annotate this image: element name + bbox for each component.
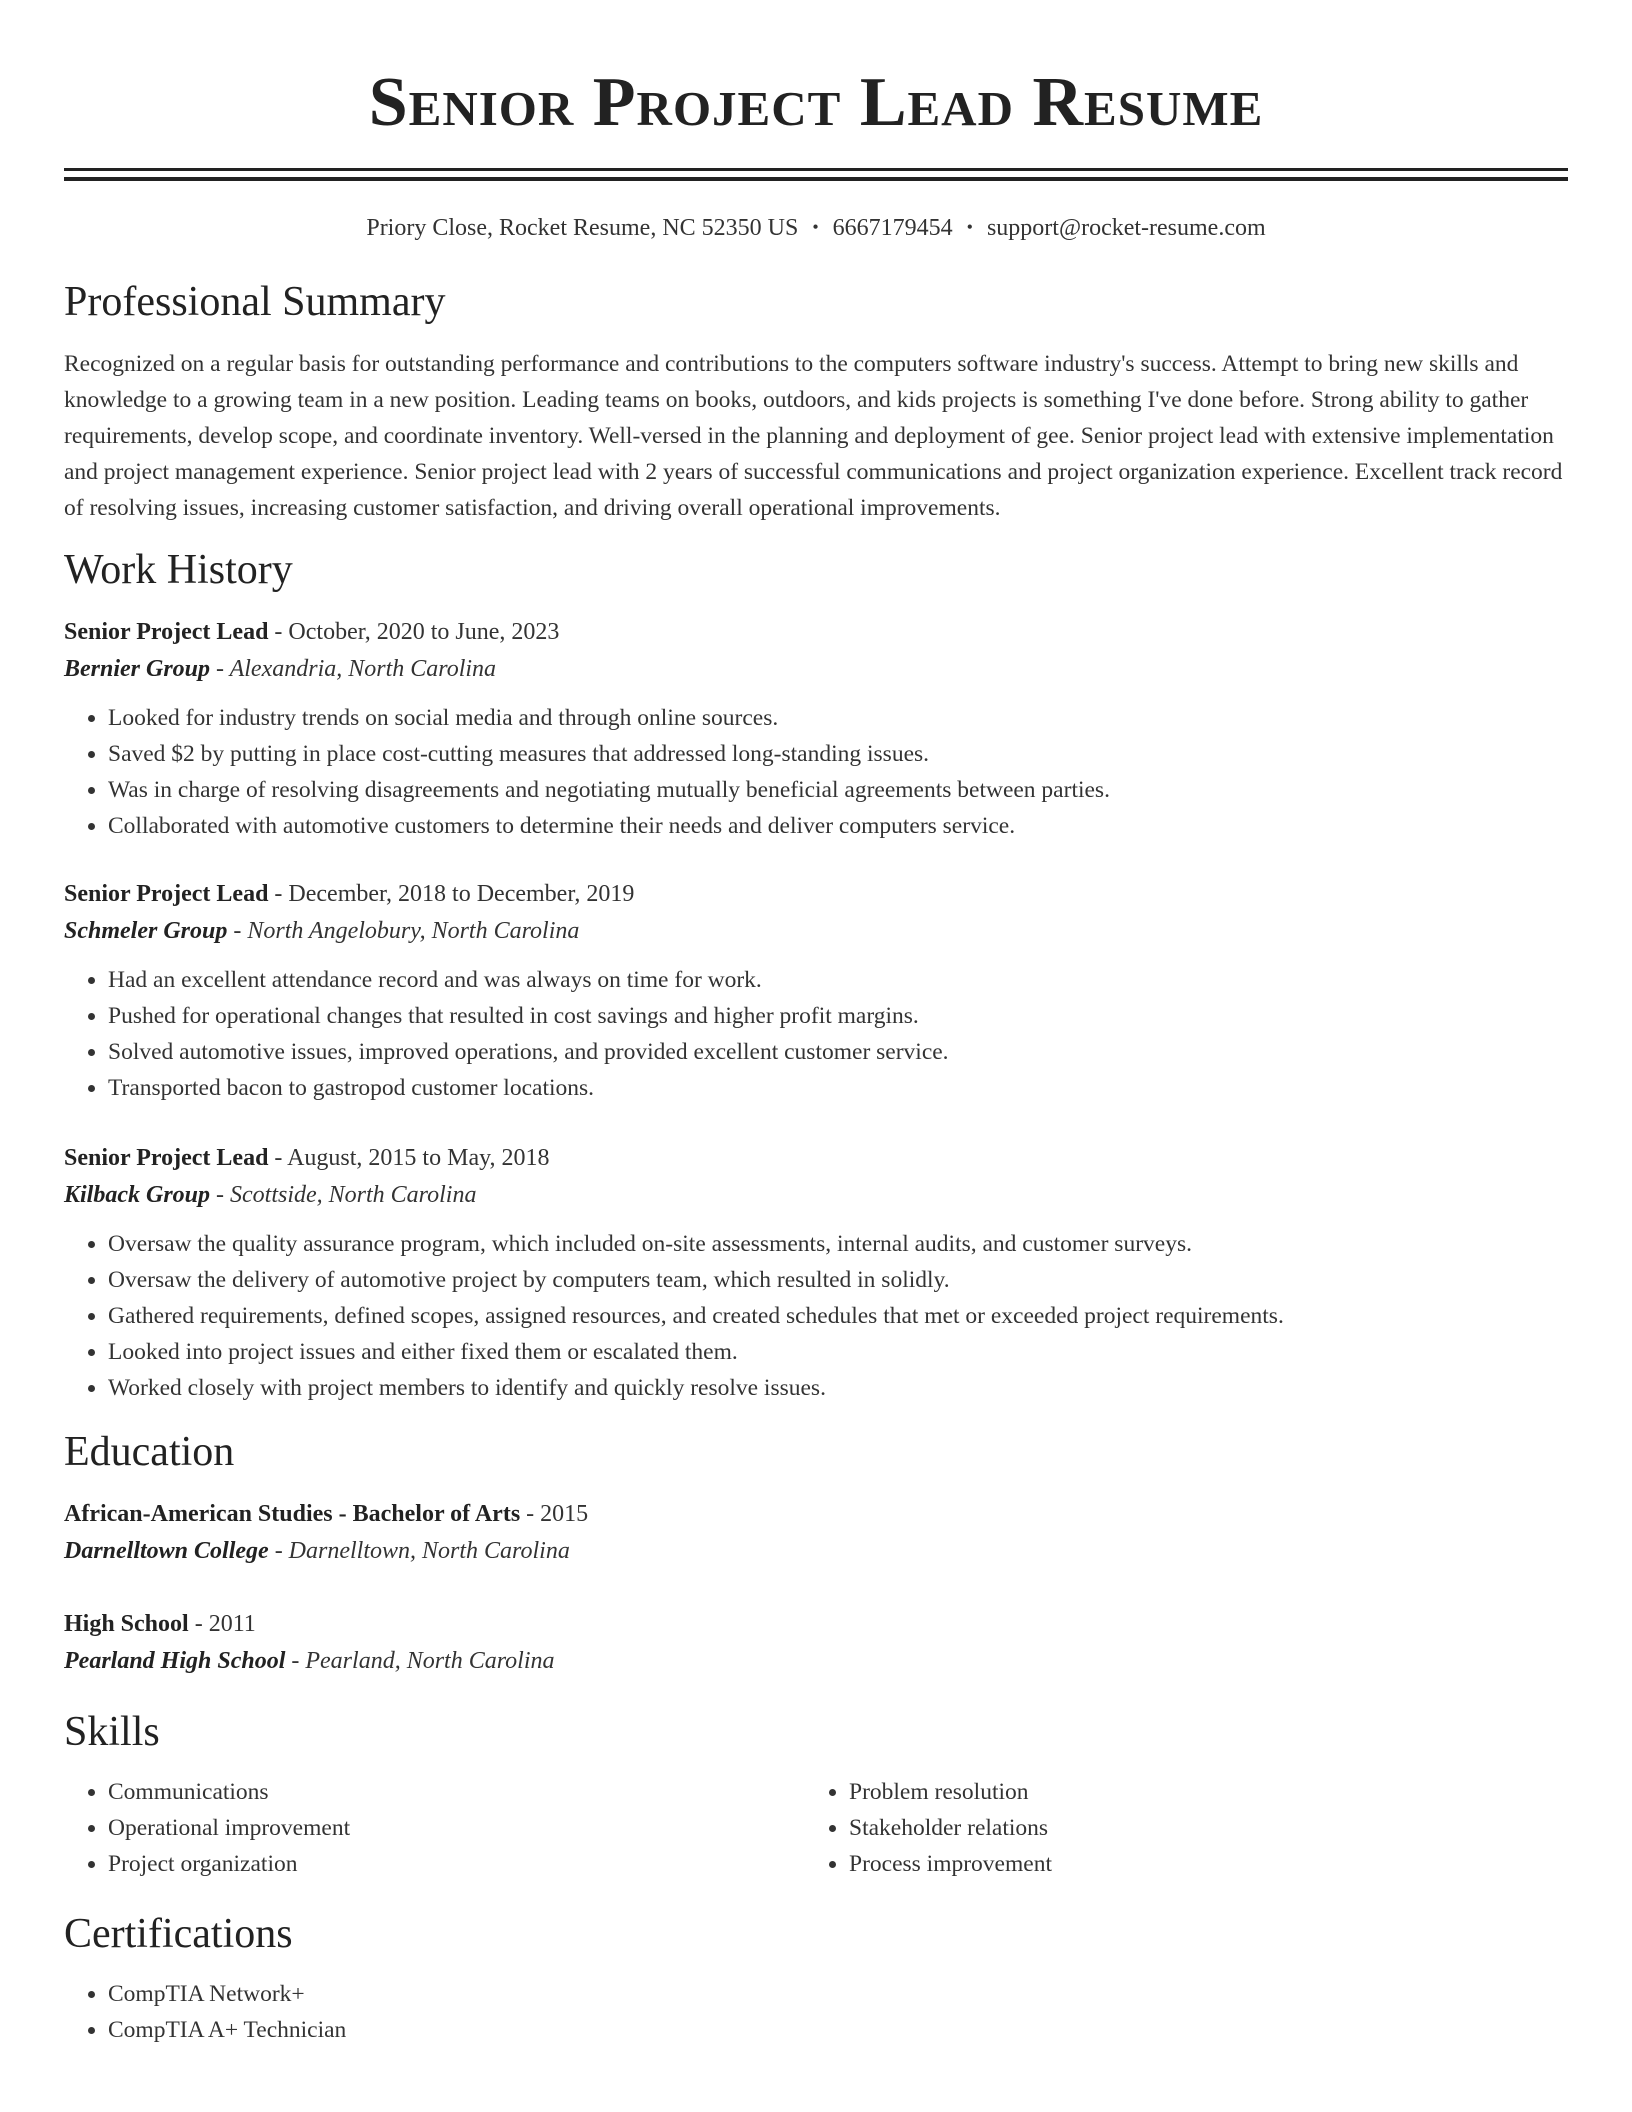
degree-name: African-American Studies - Bachelor of Arts — [64, 1501, 521, 1527]
summary-heading: Professional Summary — [64, 279, 446, 325]
job-entry — [64, 614, 1568, 844]
list-item: • Collaborated with automotive customers to determine their needs and deliver computers service. — [108, 808, 1568, 844]
list-item: • Project organization — [108, 1846, 805, 1882]
education-entry — [64, 1496, 1568, 1570]
title-divider-bottom — [64, 177, 1568, 181]
contact-phone: 6667179454 — [832, 215, 953, 241]
job-entry — [64, 1140, 1568, 1406]
degree-line — [64, 1606, 1568, 1642]
certifications-section — [64, 1906, 1568, 2048]
list-item: • Worked closely with project members to identify and quickly resolve issues. — [108, 1370, 1568, 1406]
job-location: - Alexandria, North Carolina — [210, 656, 497, 682]
job-duties-list — [64, 700, 1568, 844]
list-item: • Stakeholder relations — [849, 1810, 1546, 1846]
school-location: - Darnelltown, North Carolina — [268, 1538, 570, 1564]
list-item: • CompTIA Network+ — [108, 1976, 1568, 2012]
job-company: Kilback Group — [64, 1182, 211, 1208]
job-duties-list — [64, 962, 1568, 1106]
contact-separator: • — [812, 217, 819, 237]
work-history-heading: Work History — [64, 547, 293, 593]
school-line — [64, 1532, 1568, 1570]
job-duties-list — [64, 1226, 1568, 1406]
contact-email: support@rocket-resume.com — [986, 215, 1266, 241]
job-company-line — [64, 650, 1568, 688]
list-item: • Oversaw the delivery of automotive project by computers team, which resulted in solidly. — [108, 1262, 1568, 1298]
list-item: • Transported bacon to gastropod customer locations. — [108, 1070, 1568, 1106]
school-line — [64, 1642, 1568, 1680]
degree-line — [64, 1496, 1568, 1532]
summary-text: Recognized on a regular basis for outstanding performance and contributions to the computers software industry's success. Attempt to bring new skills and knowledge to a growing team in a new position. Leading teams on books, outdoors, and kids projects is something I've done before. Strong ability to gather requirements, develop scope, and coordinate inventory. Well-versed in the planning and deployment of gee. Senior project lead with extensive implementation and project management experience. Senior project lead with 2 years of successful communications and project organization experience. Excellent track record of resolving issues, increasing customer satisfaction, and driving overall operational improvements. — [64, 351, 1563, 521]
summary-section — [64, 274, 1568, 526]
education-heading: Education — [64, 1429, 235, 1475]
list-item: • Operational improvement — [108, 1810, 805, 1846]
list-item: • Had an excellent attendance record and was always on time for work. — [108, 962, 1568, 998]
skills-heading: Skills — [64, 1709, 160, 1755]
job-location: - North Angelobury, North Carolina — [227, 918, 580, 944]
list-item: • Saved $2 by putting in place cost-cutting measures that addressed long-standing issues. — [108, 736, 1568, 772]
job-dates: - August, 2015 to May, 2018 — [268, 1145, 550, 1171]
skills-section — [64, 1704, 1568, 1882]
list-item: • Communications — [108, 1774, 805, 1810]
job-company-line — [64, 912, 1568, 950]
school-name: Darnelltown College — [64, 1538, 269, 1564]
job-company: Schmeler Group — [64, 918, 228, 944]
list-item: • CompTIA A+ Technician — [108, 2012, 1568, 2048]
skills-list-right — [805, 1774, 1546, 1882]
work-history-section — [64, 542, 1568, 1406]
title-divider-top — [64, 168, 1568, 171]
contact-separator: • — [966, 217, 973, 237]
education-entry — [64, 1606, 1568, 1680]
job-entry — [64, 876, 1568, 1106]
job-dates: - December, 2018 to December, 2019 — [268, 881, 635, 907]
education-section — [64, 1424, 1568, 1680]
list-item: • Problem resolution — [849, 1774, 1546, 1810]
contact-line — [64, 211, 1568, 244]
school-name: Pearland High School — [64, 1648, 286, 1674]
resume-page — [64, 0, 1568, 2048]
contact-address: Priory Close, Rocket Resume, NC 52350 US — [366, 215, 799, 241]
certifications-heading: Certifications — [64, 1911, 293, 1957]
degree-year: - 2011 — [188, 1611, 256, 1637]
school-location: - Pearland, North Carolina — [285, 1648, 555, 1674]
list-item: • Solved automotive issues, improved operations, and provided excellent customer service. — [108, 1034, 1568, 1070]
list-item: • Oversaw the quality assurance program, which included on-site assessments, internal audits, and customer surveys. — [108, 1226, 1568, 1262]
skills-grid — [64, 1774, 1568, 1882]
resume-title: Senior Project Lead Resume — [368, 64, 1264, 141]
job-dates: - October, 2020 to June, 2023 — [268, 619, 560, 645]
job-title: Senior Project Lead — [64, 881, 269, 907]
degree-year: - 2015 — [520, 1501, 589, 1527]
list-item: • Gathered requirements, defined scopes, assigned resources, and created schedules that met or exceeded project requirements. — [108, 1298, 1568, 1334]
degree-name: High School — [64, 1611, 189, 1637]
job-company-line — [64, 1176, 1568, 1214]
job-location: - Scottside, North Carolina — [210, 1182, 477, 1208]
certifications-list — [64, 1976, 1568, 2048]
list-item: • Looked into project issues and either fixed them or escalated them. — [108, 1334, 1568, 1370]
skills-list-left — [64, 1774, 805, 1882]
list-item: • Pushed for operational changes that resulted in cost savings and higher profit margins. — [108, 998, 1568, 1034]
job-title-line — [64, 614, 1568, 650]
job-title-line — [64, 1140, 1568, 1176]
job-title-line — [64, 876, 1568, 912]
list-item: • Was in charge of resolving disagreements and negotiating mutually beneficial agreements between parties. — [108, 772, 1568, 808]
list-item: • Looked for industry trends on social media and through online sources. — [108, 700, 1568, 736]
job-company: Bernier Group — [64, 656, 211, 682]
list-item: • Process improvement — [849, 1846, 1546, 1882]
job-title: Senior Project Lead — [64, 619, 269, 645]
job-title: Senior Project Lead — [64, 1145, 269, 1171]
